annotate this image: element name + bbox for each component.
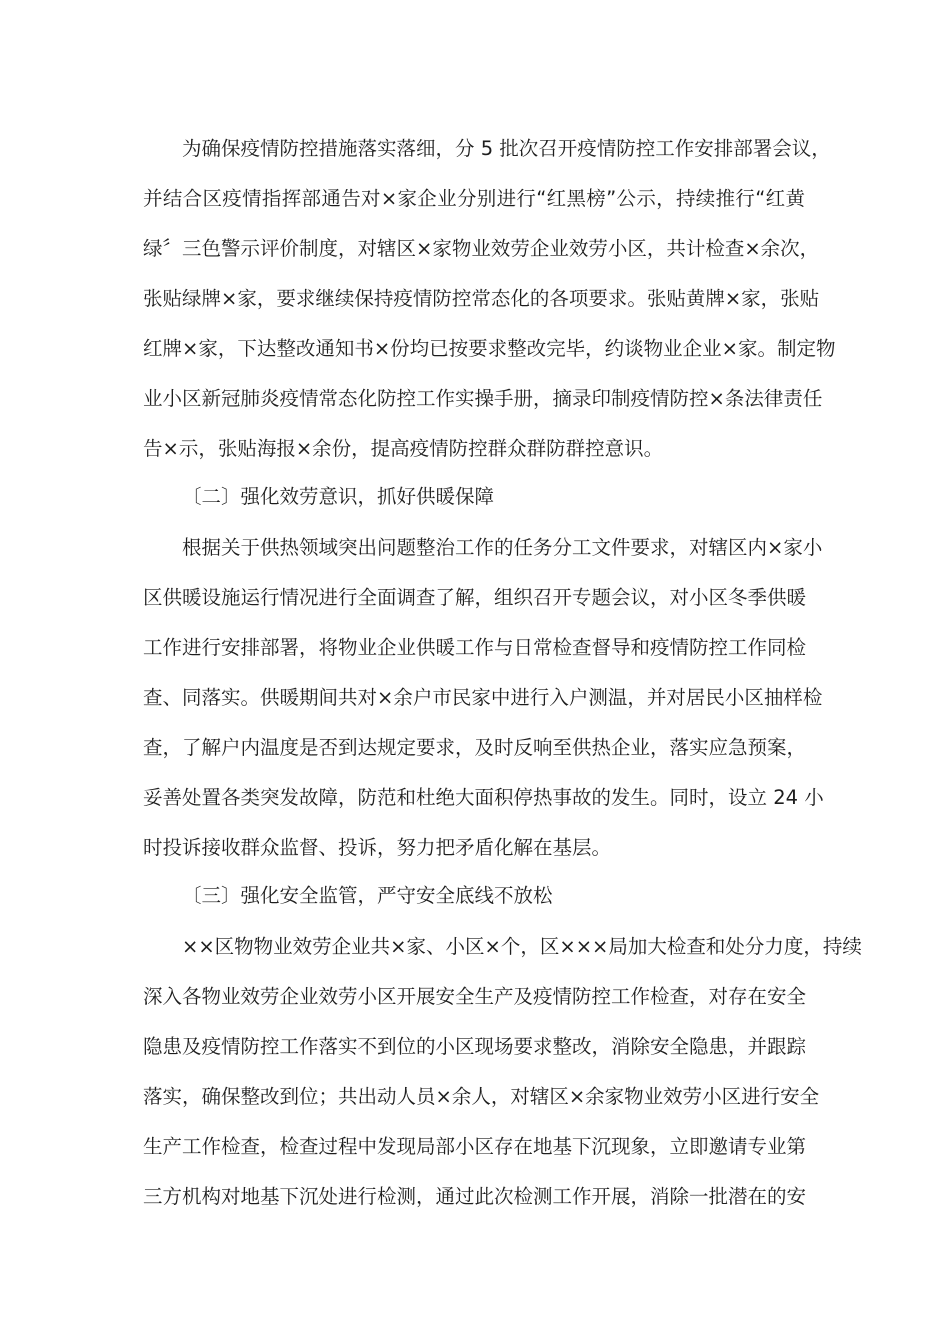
paragraph-2-line-4: 查、同落实。供暖期间共对×余户市民家中进行入户测温，并对居民小区抽样检 xyxy=(143,686,823,709)
paragraph-2-line-1: 根据关于供热领域突出问题整治工作的任务分工文件要求，对辖区内×家小 xyxy=(182,536,823,559)
paragraph-2-line-7: 时投诉接收群众监督、投诉，努力把矛盾化解在基层。 xyxy=(143,836,612,859)
paragraph-1-line-6: 业小区新冠肺炎疫情常态化防控工作实操手册，摘录印制疫情防控×条法律责任 xyxy=(143,387,823,410)
paragraph-3-line-3: 隐患及疫情防控工作落实不到位的小区现场要求整改，消除安全隐患，并跟踪 xyxy=(143,1035,807,1058)
paragraph-3-line-5: 生产工作检查，检查过程中发现局部小区存在地基下沉现象，立即邀请专业第 xyxy=(143,1135,807,1158)
paragraph-1-line-4: 张贴绿牌×家，要求继续保持疫情防控常态化的各项要求。张贴黄牌×家，张贴 xyxy=(143,287,820,310)
section-heading-2: 〔二〕强化效劳意识，抓好供暖保障 xyxy=(182,485,495,508)
paragraph-3-line-4: 落实，确保整改到位；共出动人员×余人，对辖区×余家物业效劳小区进行安全 xyxy=(143,1085,820,1108)
paragraph-2-line-3: 工作进行安排部署，将物业企业供暖工作与日常检查督导和疫情防控工作同检 xyxy=(143,636,807,659)
paragraph-1-line-5: 红牌×家，下达整改通知书×份均已按要求整改完毕，约谈物业企业×家。制定物 xyxy=(143,337,836,360)
paragraph-2-line-2: 区供暖设施运行情况进行全面调查了解，组织召开专题会议，对小区冬季供暖 xyxy=(143,586,807,609)
paragraph-2-line-6: 妥善处置各类突发故障，防范和杜绝大面积停热事故的发生。同时，设立 24 小 xyxy=(143,786,824,809)
paragraph-3-line-1: ××区物物业效劳企业共×家、小区×个，区×××局加大检查和处分力度，持续 xyxy=(182,935,862,958)
paragraph-1-line-2: 并结合区疫情指挥部通告对×家企业分别进行“红黑榜”公示，持续推行“红黄 xyxy=(143,187,805,210)
paragraph-1-line-3: 绿〞三色警示评价制度，对辖区×家物业效劳企业效劳小区，共计检查×余次， xyxy=(143,237,820,260)
section-heading-3: 〔三〕强化安全监管，严守安全底线不放松 xyxy=(182,884,553,907)
paragraph-2-line-5: 查，了解户内温度是否到达规定要求，及时反响至供热企业，落实应急预案， xyxy=(143,736,807,759)
paragraph-3-line-6: 三方机构对地基下沉处进行检测，通过此次检测工作开展，消除一批潜在的安 xyxy=(143,1185,807,1208)
paragraph-3-line-2: 深入各物业效劳企业效劳小区开展安全生产及疫情防控工作检查，对存在安全 xyxy=(143,985,807,1008)
paragraph-1-line-7: 告×示，张贴海报×余份，提高疫情防控群众群防群控意识。 xyxy=(143,437,664,460)
paragraph-1-line-1: 为确保疫情防控措施落实落细，分 5 批次召开疫情防控工作安排部署会议， xyxy=(182,137,831,160)
